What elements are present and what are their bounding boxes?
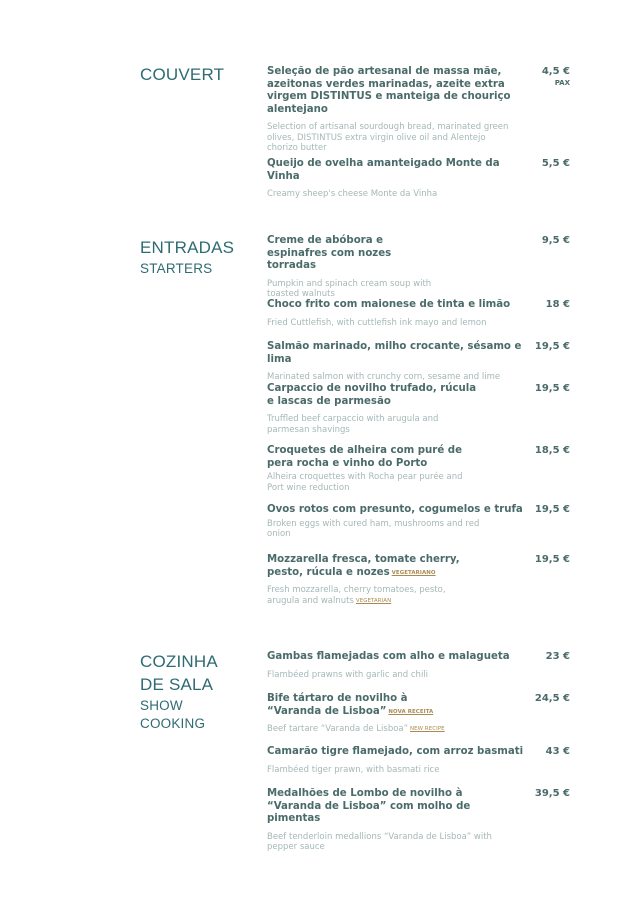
section-title-line: COZINHA <box>140 652 218 671</box>
item-price: 18,5 € <box>534 445 570 456</box>
item-description: Flambéed prawns with garlic and chili <box>267 669 429 680</box>
item-price: 19,5 € <box>534 341 570 352</box>
section-title: COUVERT <box>140 65 225 84</box>
menu-item <box>267 66 572 154</box>
item-price: 19,5 € <box>534 554 570 565</box>
item-name: Salmão marinado, milho crocante, sésamo e lima <box>267 341 522 365</box>
item-price: 43 € <box>545 746 570 757</box>
new-recipe-tag: NEW RECIPE <box>410 726 445 732</box>
price-unit: PAX <box>554 78 570 87</box>
item-name: Camarão tigre flamejado, com arroz basmati <box>267 746 524 757</box>
section-subtitle-line: SHOW <box>140 698 183 713</box>
menu-item <box>267 554 572 606</box>
item-description: Marinated salmon with crunchy corn, sesame and lime <box>267 372 501 382</box>
item-price <box>542 66 570 88</box>
menu-item <box>267 504 572 540</box>
item-name: Ovos rotos com presunto, cogumelos e trufa <box>267 504 523 515</box>
item-description: Fried Cuttlefish, with cuttlefish ink mayo and lemon <box>267 317 487 328</box>
item-price: 39,5 € <box>534 788 570 799</box>
item-description: Broken eggs with cured ham, mushrooms and red onion <box>267 518 480 539</box>
section-title-cozinha <box>140 650 218 732</box>
section-title-line: DE SALA <box>140 675 214 694</box>
item-name: Medalhões de Lombo de novilho à “Varanda de Lisboa” com molho de pimentas <box>267 788 471 824</box>
item-price: 18 € <box>545 299 570 310</box>
section-title-entradas <box>140 236 234 277</box>
item-description: Flambéed tiger prawn, with basmati rice <box>267 764 440 775</box>
item-price: 19,5 € <box>534 504 570 515</box>
menu-item <box>267 383 572 435</box>
menu-item <box>267 651 572 680</box>
menu-item <box>267 746 572 775</box>
item-description: Pumpkin and spinach cream soup with toasted walnuts <box>267 278 432 299</box>
item-description <box>267 585 467 606</box>
section-title: ENTRADAS <box>140 238 235 257</box>
item-description: Creamy sheep's cheese Monte da Vinha <box>267 189 438 199</box>
item-price: 19,5 € <box>534 383 570 394</box>
item-description <box>267 724 517 735</box>
vegetarian-tag: VEGETARIANO <box>391 569 436 576</box>
menu-item <box>267 158 572 200</box>
item-name: Seleção de pão artesanal de massa mãe, azeitonas verdes marinadas, azeite extra virgem DISTINTUS e manteiga de chouriço alentejano <box>267 66 511 115</box>
item-description-text: Beef tartare “Varanda de Lisboa” <box>267 724 409 734</box>
section-title-couvert <box>140 63 224 86</box>
item-name: Creme de abóbora e espinafres com nozes torradas <box>267 235 392 271</box>
item-description: Alheira croquettes with Rocha pear purée and Port wine reduction <box>267 472 463 493</box>
item-name <box>267 554 487 579</box>
menu-item <box>267 788 572 853</box>
section-subtitle: STARTERS <box>140 261 213 276</box>
vegetarian-tag: VEGETARIAN <box>355 597 392 604</box>
item-name: Gambas flamejadas com alho e malagueta <box>267 651 510 662</box>
item-name: Carpaccio de novilho trufado, rúcula e lascas de parmesão <box>267 383 477 407</box>
item-name <box>267 693 437 718</box>
item-name: Choco frito com maionese de tinta e limão <box>267 299 511 310</box>
menu-item <box>267 693 572 735</box>
menu-item <box>267 341 572 383</box>
item-price: 9,5 € <box>541 235 570 246</box>
new-recipe-tag: NOVA RECEITA <box>388 708 434 715</box>
item-price: 23 € <box>545 651 570 662</box>
item-price: 5,5 € <box>541 158 570 169</box>
item-name: Croquetes de alheira com puré de pera rocha e vinho do Porto <box>267 445 462 469</box>
menu-item <box>267 445 572 493</box>
item-name-text: Mozzarella fresca, tomate cherry, pesto, rúcula e nozes <box>267 554 460 578</box>
item-price: 24,5 € <box>534 693 570 704</box>
menu-item <box>267 299 572 328</box>
section-subtitle-line: COOKING <box>140 716 206 731</box>
item-description: Truffled beef carpaccio with arugula and parmesan shavings <box>267 414 439 435</box>
item-name: Queijo de ovelha amanteigado Monte da Vinha <box>267 158 500 182</box>
menu-item <box>267 235 572 300</box>
item-name-text: Bife tártaro de novilho à “Varanda de Lisboa” <box>267 693 408 717</box>
price-value: 4,5 € <box>541 66 570 77</box>
item-description: Selection of artisanal sourdough bread, marinated green olives, DISTINTUS extra virgin olive oil and Alentejo chorizo butter <box>267 122 509 153</box>
item-description-text: Fresh mozzarella, cherry tomatoes, pesto, arugula and walnuts <box>267 585 446 606</box>
item-description: Beef tenderloin medallions “Varanda de Lisboa” with pepper sauce <box>267 831 492 852</box>
